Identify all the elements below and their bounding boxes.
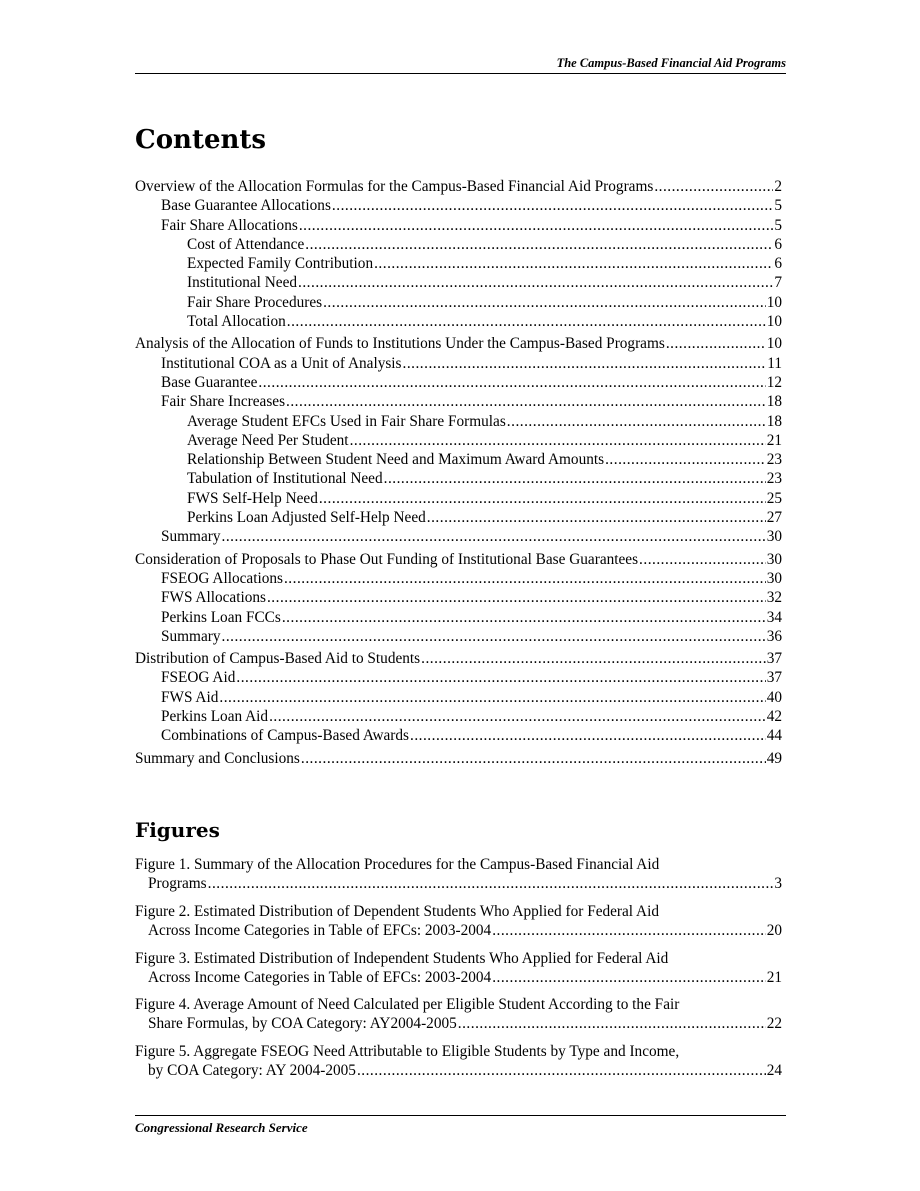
toc-entry-page: 10	[766, 313, 782, 331]
toc-leader	[350, 431, 766, 450]
figure-entry-page: 20	[766, 921, 782, 939]
toc-leader	[421, 649, 766, 668]
toc-entry-title: Analysis of the Allocation of Funds to Institutions Under the Campus-Based Programs	[135, 335, 665, 353]
toc-entry[interactable]	[135, 235, 782, 254]
toc-entry-title: FWS Self-Help Need	[187, 489, 318, 507]
table-of-contents	[135, 177, 782, 768]
toc-entry-page: 18	[766, 412, 782, 430]
toc-entry[interactable]	[135, 373, 782, 392]
toc-entry-title: Relationship Between Student Need and Maximum Award Amounts	[187, 451, 605, 469]
toc-entry-title: Base Guarantee	[161, 373, 258, 391]
toc-leader	[458, 1014, 766, 1033]
toc-entry-title: Perkins Loan FCCs	[161, 608, 281, 626]
toc-leader	[654, 177, 773, 196]
toc-entry[interactable]	[135, 627, 782, 646]
figure-entry[interactable]	[135, 855, 782, 893]
toc-leader	[332, 196, 773, 215]
toc-entry-title: Perkins Loan Adjusted Self-Help Need	[187, 509, 426, 527]
toc-entry-page: 2	[774, 178, 782, 195]
toc-entry-title: FWS Aid	[161, 688, 219, 706]
toc-entry-page: 27	[766, 509, 782, 527]
figure-entry-title-cont: Across Income Categories in Table of EFCs: 2003-2004	[148, 921, 492, 939]
header-rule	[135, 73, 786, 74]
footer-rule	[135, 1115, 786, 1116]
toc-entry-page: 23	[766, 470, 782, 488]
toc-entry[interactable]	[135, 707, 782, 726]
figure-entry-title-cont: Programs	[148, 875, 207, 892]
toc-entry-page: 40	[766, 688, 782, 706]
toc-entry[interactable]	[135, 392, 782, 411]
toc-leader	[219, 688, 765, 707]
toc-entry-page: 6	[774, 255, 782, 273]
toc-leader	[236, 668, 765, 687]
toc-entry[interactable]	[135, 550, 782, 569]
toc-entry-title: Overview of the Allocation Formulas for the Campus-Based Financial Aid Programs	[135, 178, 654, 195]
toc-leader	[666, 334, 766, 353]
toc-entry-page: 32	[766, 589, 782, 607]
toc-entry[interactable]	[135, 431, 782, 450]
toc-entry[interactable]	[135, 354, 782, 373]
figure-entry-page: 22	[766, 1015, 782, 1033]
toc-leader	[258, 373, 765, 392]
figure-entry-title: Figure 1. Summary of the Allocation Procedures for the Campus-Based Financial Aid	[135, 856, 660, 873]
toc-leader	[384, 469, 766, 488]
figure-entry-title-cont: Across Income Categories in Table of EFCs: 2003-2004	[148, 968, 492, 986]
toc-leader	[403, 354, 767, 373]
toc-entry[interactable]	[135, 688, 782, 707]
toc-entry-page: 23	[766, 451, 782, 469]
toc-entry-title: Institutional COA as a Unit of Analysis	[161, 354, 402, 372]
toc-entry-page: 25	[766, 489, 782, 507]
toc-leader	[492, 968, 766, 987]
toc-leader	[319, 489, 766, 508]
toc-entry-title: Total Allocation	[187, 313, 286, 331]
toc-entry-title: Fair Share Allocations	[161, 216, 298, 234]
toc-entry-title: FWS Allocations	[161, 589, 266, 607]
toc-entry-title: Summary and Conclusions	[135, 749, 300, 767]
toc-leader	[305, 235, 773, 254]
toc-entry-page: 34	[766, 608, 782, 626]
toc-leader	[286, 392, 766, 411]
toc-entry[interactable]	[135, 489, 782, 508]
toc-entry[interactable]	[135, 608, 782, 627]
toc-leader	[267, 588, 766, 607]
toc-leader	[208, 874, 774, 893]
toc-entry[interactable]	[135, 293, 782, 312]
toc-entry[interactable]	[135, 334, 782, 353]
toc-entry-page: 21	[766, 431, 782, 449]
toc-leader	[299, 216, 774, 235]
toc-entry-page: 37	[766, 669, 782, 687]
figure-entry[interactable]	[135, 902, 782, 940]
toc-entry-page: 30	[766, 528, 782, 546]
toc-entry-title: Institutional Need	[187, 274, 298, 292]
toc-entry-title: Cost of Attendance	[187, 235, 305, 253]
toc-entry-title: Consideration of Proposals to Phase Out Funding of Institutional Base Guarantees	[135, 550, 639, 568]
toc-leader	[284, 569, 766, 588]
toc-entry-page: 30	[766, 569, 782, 587]
toc-entry[interactable]	[135, 527, 782, 546]
toc-entry[interactable]	[135, 469, 782, 488]
toc-entry-page: 44	[766, 727, 782, 745]
toc-leader	[605, 450, 766, 469]
toc-entry[interactable]	[135, 216, 782, 235]
toc-entry-page: 11	[767, 354, 782, 372]
toc-leader	[357, 1061, 766, 1080]
toc-entry-page: 7	[774, 274, 782, 292]
toc-entry[interactable]	[135, 177, 782, 196]
toc-leader	[507, 412, 766, 431]
toc-entry[interactable]	[135, 254, 782, 273]
toc-leader	[427, 508, 766, 527]
figure-entry-title: Figure 5. Aggregate FSEOG Need Attributable to Eligible Students by Type and Income,	[135, 1043, 680, 1061]
running-header: The Campus-Based Financial Aid Programs	[556, 56, 786, 70]
figure-entry-page: 3	[774, 875, 782, 892]
toc-entry[interactable]	[135, 749, 782, 768]
toc-entry[interactable]	[135, 649, 782, 668]
toc-leader	[282, 608, 766, 627]
toc-entry-page: 49	[766, 749, 782, 767]
toc-entry-title: Expected Family Contribution	[187, 255, 374, 273]
figure-entry-page: 21	[766, 968, 782, 986]
toc-leader	[410, 726, 766, 745]
figure-entry-title: Figure 2. Estimated Distribution of Dependent Students Who Applied for Federal Aid	[135, 902, 659, 920]
toc-entry-page: 5	[774, 216, 782, 234]
toc-entry-title: Average Need Per Student	[187, 431, 349, 449]
toc-leader	[222, 627, 766, 646]
toc-entry[interactable]	[135, 668, 782, 687]
figure-entry-title-cont: by COA Category: AY 2004-2005	[148, 1062, 356, 1080]
toc-leader	[639, 550, 766, 569]
toc-entry-page: 37	[766, 650, 782, 668]
toc-entry[interactable]	[135, 312, 782, 331]
toc-entry[interactable]	[135, 412, 782, 431]
toc-entry-page: 10	[766, 293, 782, 311]
figure-entry-title: Figure 3. Estimated Distribution of Independent Students Who Applied for Federal Aid	[135, 949, 669, 967]
list-of-figures	[135, 855, 782, 1089]
figure-entry[interactable]	[135, 995, 782, 1033]
toc-leader	[287, 312, 766, 331]
toc-leader	[269, 707, 766, 726]
toc-entry-title: Perkins Loan Aid	[161, 708, 269, 726]
toc-entry-title: Average Student EFCs Used in Fair Share Formulas	[187, 412, 506, 430]
toc-entry-page: 36	[766, 627, 782, 645]
toc-entry-title: Combinations of Campus-Based Awards	[161, 727, 409, 745]
toc-leader	[298, 273, 773, 292]
contents-heading: Contents	[135, 125, 267, 155]
figure-entry-title: Figure 4. Average Amount of Need Calculated per Eligible Student According to the Fair	[135, 996, 680, 1014]
toc-leader	[492, 921, 766, 940]
toc-entry-title: Summary	[161, 627, 221, 645]
footer-text: Congressional Research Service	[135, 1120, 308, 1135]
toc-entry-page: 5	[774, 197, 782, 215]
toc-leader	[374, 254, 773, 273]
figure-entry-page: 24	[766, 1062, 782, 1080]
figure-entry[interactable]	[135, 949, 782, 987]
toc-entry[interactable]	[135, 569, 782, 588]
figures-heading: Figures	[135, 818, 220, 842]
toc-leader	[323, 293, 766, 312]
toc-entry[interactable]	[135, 273, 782, 292]
figure-entry[interactable]	[135, 1042, 782, 1080]
toc-entry-page: 12	[766, 373, 782, 391]
toc-entry-title: Fair Share Increases	[161, 393, 286, 411]
toc-leader	[222, 527, 766, 546]
toc-entry[interactable]	[135, 588, 782, 607]
toc-entry-page: 18	[766, 393, 782, 411]
toc-entry-title: Summary	[161, 528, 221, 546]
toc-entry[interactable]	[135, 196, 782, 215]
toc-entry[interactable]	[135, 726, 782, 745]
toc-entry-title: FSEOG Aid	[161, 669, 236, 687]
toc-entry-title: Fair Share Procedures	[187, 293, 323, 311]
toc-entry-title: Distribution of Campus-Based Aid to Students	[135, 650, 421, 668]
toc-entry-page: 6	[774, 235, 782, 253]
toc-entry-title: FSEOG Allocations	[161, 569, 283, 587]
toc-entry-page: 10	[766, 335, 782, 353]
toc-entry[interactable]	[135, 508, 782, 527]
toc-entry-page: 42	[766, 708, 782, 726]
toc-entry[interactable]	[135, 450, 782, 469]
toc-leader	[301, 749, 766, 768]
toc-entry-page: 30	[766, 550, 782, 568]
toc-entry-title: Tabulation of Institutional Need	[187, 470, 383, 488]
toc-entry-title: Base Guarantee Allocations	[161, 197, 331, 215]
figure-entry-title-cont: Share Formulas, by COA Category: AY2004-2005	[148, 1015, 457, 1033]
